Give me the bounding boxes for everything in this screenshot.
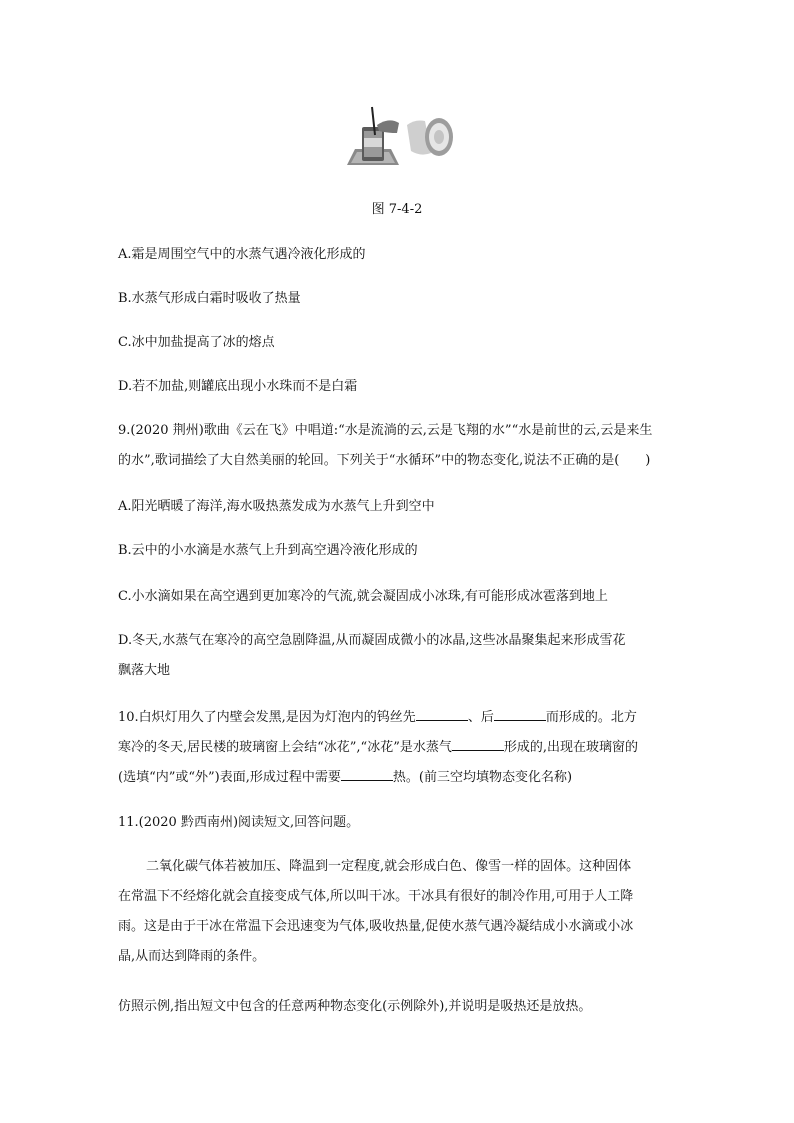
figure-caption: 图 7-4-2 bbox=[371, 202, 423, 217]
q11-passage-line1: 二氧化碳气体若被加压、降温到一定程度,就会形成白色、像雪一样的固体。这种固体 bbox=[146, 859, 632, 874]
q10-line2 bbox=[118, 738, 638, 757]
answer-blank-1[interactable] bbox=[416, 708, 468, 721]
q9-option-d: D.冬天,水蒸气在寒冷的高空急剧降温,从而凝固成微小的冰晶,这些冰晶聚集起来形成雪花 bbox=[118, 633, 626, 648]
q8-option-d: D.若不加盐,则罐底出现小水珠而不是白霜 bbox=[118, 379, 358, 394]
q8-option-c: C.冰中加盐提高了冰的熔点 bbox=[118, 335, 275, 350]
q10-text-2: 、后 bbox=[467, 710, 494, 725]
q10-line3 bbox=[118, 768, 572, 787]
q10-text-7: 热。(前三空均填物态变化名称) bbox=[392, 770, 573, 785]
q9-option-c: C.小水滴如果在高空遇到更加寒冷的气流,就会凝固成小冰珠,有可能形成冰雹落到地上 bbox=[118, 589, 608, 604]
q10-text-6: (选填“内”或“外”)表面,形成过程中需要 bbox=[118, 770, 341, 785]
experiment-figure bbox=[345, 105, 455, 169]
can-bottom-image bbox=[407, 118, 453, 156]
q9-stem-line1: 9.(2020 荆州)歌曲《云在飞》中唱道:“水是流淌的云,云是飞翔的水”“水是前世的云,云是来生 bbox=[118, 423, 653, 438]
q11-task: 仿照示例,指出短文中包含的任意两种物态变化(示例除外),并说明是吸热还是放热。 bbox=[118, 999, 592, 1014]
q9-option-a: A.阳光晒暖了海洋,海水吸热蒸发成为水蒸气上升到空中 bbox=[118, 499, 435, 514]
q9-stem-line2: 的水”,歌词描绘了大自然美丽的轮回。下列关于“水循环”中的物态变化,说法不正确的是( ) bbox=[118, 453, 651, 468]
q10-text-3: 而形成的。北方 bbox=[545, 710, 637, 725]
answer-blank-2[interactable] bbox=[494, 708, 546, 721]
answer-blank-3[interactable] bbox=[452, 738, 504, 751]
q11-stem: 11.(2020 黔西南州)阅读短文,回答问题。 bbox=[118, 815, 360, 830]
q8-option-b: B.水蒸气形成白霜时吸收了热量 bbox=[118, 291, 301, 306]
q10-text-4: 寒冷的冬天,居民楼的玻璃窗上会结“冰花”,“冰花”是水蒸气 bbox=[118, 740, 452, 755]
q10-text-1: 10.白炽灯用久了内壁会发黑,是因为灯泡内的钨丝先 bbox=[118, 710, 416, 725]
q8-option-a: A.霜是周围空气中的水蒸气遇冷液化形成的 bbox=[118, 247, 366, 262]
q11-passage-line4: 晶,从而达到降雨的条件。 bbox=[118, 949, 266, 964]
q11-passage-line3: 雨。这是由于干冰在常温下会迅速变为气体,吸收热量,促使水蒸气遇冷凝结成小水滴或小冰 bbox=[118, 919, 634, 934]
can-on-cloth-image bbox=[347, 107, 399, 165]
q10-text-5: 形成的,出现在玻璃窗的 bbox=[503, 740, 638, 755]
q11-passage-line2: 在常温下不经熔化就会直接变成气体,所以叫干冰。干冰具有很好的制冷作用,可用于人工降 bbox=[118, 889, 634, 904]
q10-line1 bbox=[118, 708, 637, 727]
answer-blank-4[interactable] bbox=[341, 768, 393, 781]
q9-option-b: B.云中的小水滴是水蒸气上升到高空遇冷液化形成的 bbox=[118, 543, 418, 558]
q9-option-d-continued: 飘落大地 bbox=[118, 663, 171, 678]
